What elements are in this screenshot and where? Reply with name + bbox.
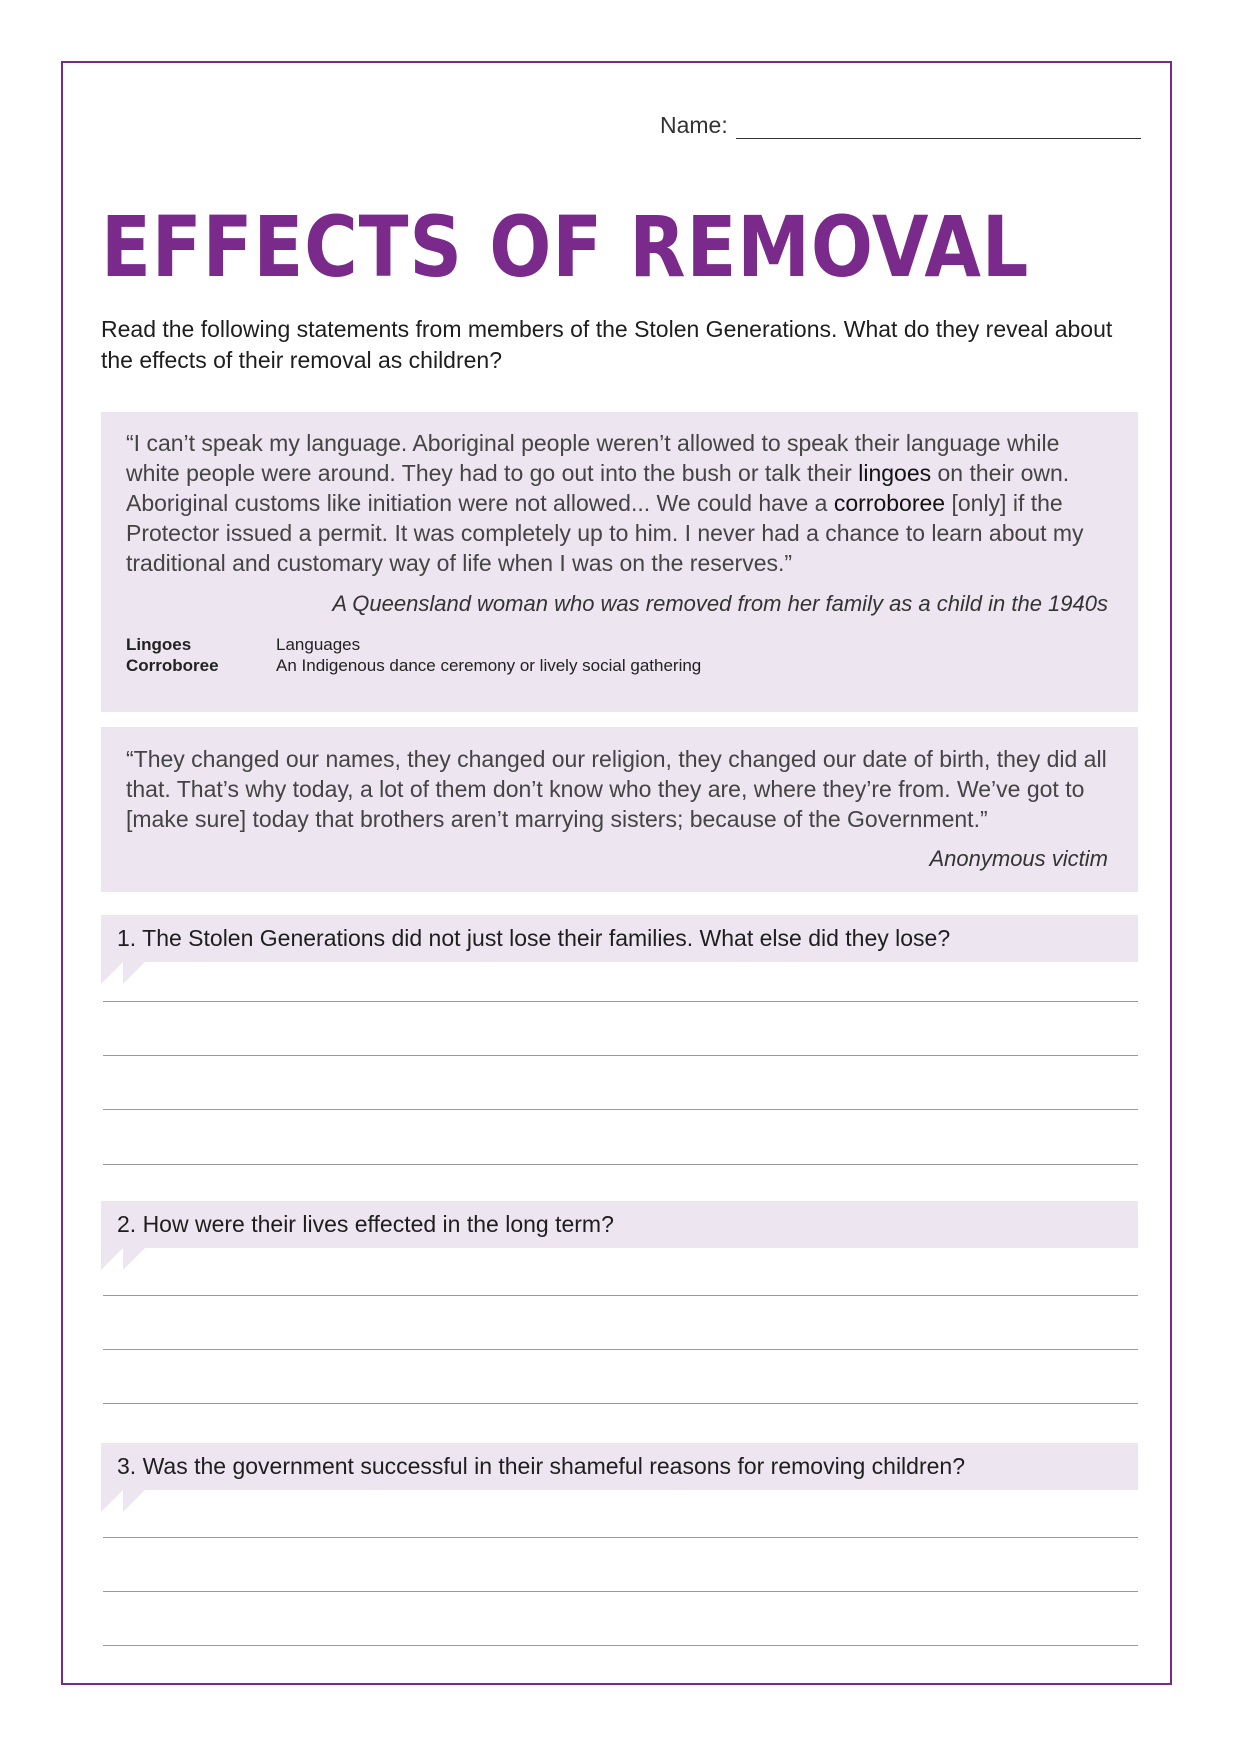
- speech-tail: [123, 1248, 145, 1270]
- intro-text: Read the following statements from members of the Stolen Generations. What do they reveal about the effects of their removal as children?: [101, 316, 1113, 373]
- question-1: [101, 915, 1138, 962]
- glossary-definition: An Indigenous dance ceremony or lively social gathering: [276, 656, 702, 675]
- glossary-term: Lingoes: [126, 635, 192, 654]
- answer-line[interactable]: [103, 1349, 1138, 1350]
- worksheet-title: EFFECTS OF REMOVAL: [101, 198, 1030, 296]
- answer-line[interactable]: [103, 1591, 1138, 1592]
- quote-2-text: “They changed our names, they changed our religion, they changed our date of birth, they did all that. That’s why today, a lot of them don’t know who they are, where they’re from. We’ve got to [make sure] today that brothers aren’t marrying sisters; because of the Government.”: [126, 746, 1107, 832]
- answer-line[interactable]: [103, 1645, 1138, 1646]
- term-corroboree: corroboree: [833, 490, 946, 516]
- glossary-term: Corroboree: [126, 656, 219, 675]
- term-lingoes: lingoes: [858, 460, 932, 486]
- answer-line[interactable]: [103, 1109, 1138, 1110]
- question-3-text: 3. Was the government successful in their shameful reasons for removing children?: [117, 1453, 965, 1479]
- answer-line[interactable]: [103, 1403, 1138, 1404]
- question-2: [101, 1201, 1138, 1248]
- quote-1-text: “I can’t speak my language. Aboriginal people weren’t allowed to speak their language while white people were around. They had to go out into the bush or talk their lingoes on their own. Aboriginal customs like initiation were not allowed... We could have a corroboree [only] if the Protector issued a permit. It was completely up to him. I never had a chance to learn about my traditional and customary way of life when I was on the reserves.”: [126, 430, 1084, 576]
- name-line[interactable]: [736, 114, 1141, 139]
- quote-box-1: [101, 412, 1138, 712]
- question-3: [101, 1443, 1138, 1490]
- question-2-text: 2. How were their lives effected in the long term?: [117, 1211, 614, 1237]
- speech-tail: [123, 962, 145, 984]
- quote-box-2: [101, 727, 1138, 892]
- speech-tail: [123, 1490, 145, 1512]
- answer-line[interactable]: [103, 1001, 1138, 1002]
- quote-1-attribution: A Queensland woman who was removed from her family as a child in the 1940s: [332, 591, 1108, 616]
- answer-line[interactable]: [103, 1164, 1138, 1165]
- glossary-definition: Languages: [276, 635, 361, 654]
- answer-line[interactable]: [103, 1537, 1138, 1538]
- quote-2-attribution: Anonymous victim: [929, 846, 1108, 871]
- name-field[interactable]: [660, 112, 1141, 139]
- answer-line[interactable]: [103, 1295, 1138, 1296]
- question-1-text: 1. The Stolen Generations did not just lose their families. What else did they lose?: [117, 925, 951, 951]
- answer-line[interactable]: [103, 1055, 1138, 1056]
- glossary: [126, 634, 1108, 676]
- name-label: Name:: [660, 112, 728, 138]
